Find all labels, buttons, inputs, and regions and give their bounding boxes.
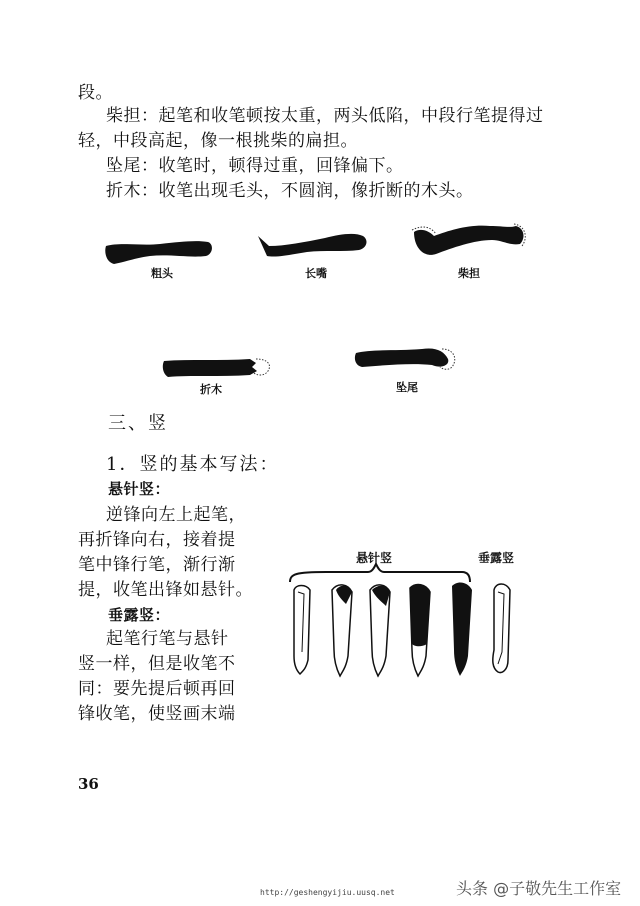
- figure-bracket: [290, 564, 470, 582]
- vertical-stroke-step: [452, 583, 472, 676]
- stroke-label: 坠尾: [396, 381, 418, 394]
- vertical-stroke-figure: [286, 560, 526, 690]
- page-number: 36: [78, 775, 99, 793]
- figure-label-xuanzhen: 悬针竖: [356, 551, 393, 565]
- footer-url: http://geshengyijiu.uusq.net: [260, 888, 395, 897]
- watermark: 头条 @子敬先生工作室: [456, 879, 622, 898]
- term-label: 垂露竖：: [108, 606, 171, 624]
- vertical-stroke-step: [332, 585, 352, 676]
- text-line: 轻，中段高起，像一根挑柴的扁担。: [78, 131, 358, 151]
- vertical-stroke-chuilu: [493, 584, 510, 673]
- text-line: 提，收笔出锋如悬针。: [78, 580, 253, 600]
- stroke-broken-wood-illustration: [160, 355, 275, 381]
- subheading: 1．竖的基本写法：: [106, 454, 280, 475]
- text-line: 锋收笔，使竖画末端: [78, 704, 236, 724]
- stroke-label: 粗头: [151, 267, 173, 280]
- text-line: 段。: [78, 83, 113, 103]
- text-line: 笔中锋行笔，渐行渐: [78, 555, 236, 575]
- text-line: 柴担：起笔和收笔顿按太重，两头低陷，中段行笔提得过: [106, 106, 544, 126]
- text-line: 再折锋向右，接着提: [78, 530, 236, 550]
- stroke-drooping-tail-illustration: [352, 345, 464, 375]
- stroke-label: 柴担: [458, 267, 480, 280]
- stroke-long-beak-illustration: [255, 228, 375, 268]
- text-line: 起笔行笔与悬针: [106, 629, 229, 649]
- text-line: 竖一样，但是收笔不: [78, 654, 236, 674]
- stroke-carrying-pole-illustration: [410, 218, 530, 264]
- text-line: 坠尾：收笔时，顿得过重，回锋偏下。: [106, 156, 404, 176]
- vertical-stroke-step: [410, 585, 430, 676]
- vertical-stroke-step: [370, 585, 390, 676]
- text-line: 逆锋向左上起笔，: [106, 505, 246, 525]
- section-heading: 三、竖: [108, 413, 168, 434]
- stroke-label: 折木: [200, 383, 222, 396]
- vertical-stroke-step: [294, 586, 310, 675]
- text-line: 折木：收笔出现毛头，不圆润，像折断的木头。: [106, 181, 474, 201]
- text-line: 同：要先提后顿再回: [78, 679, 236, 699]
- figure-label-chuilu: 垂露竖: [478, 551, 515, 565]
- term-label: 悬针竖：: [108, 480, 171, 498]
- stroke-label: 长嘴: [305, 267, 327, 280]
